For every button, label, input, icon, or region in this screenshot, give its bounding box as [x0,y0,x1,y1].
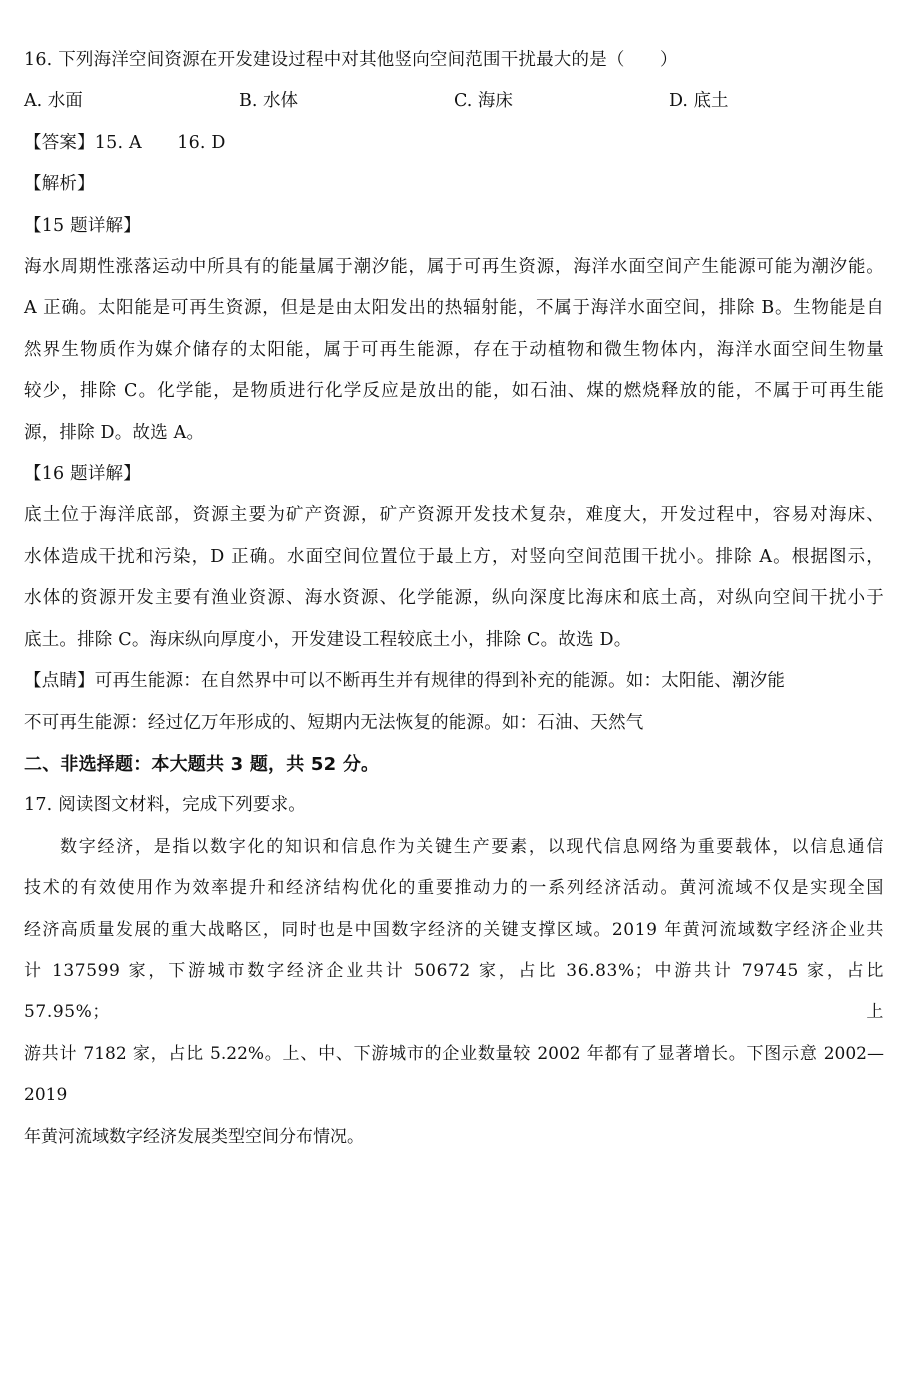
q17-material-line: 数字经济，是指以数字化的知识和信息作为关键生产要素，以现代信息网络为重要载体，以信息通信 [60,836,884,857]
q16-detail-line: 水体造成干扰和污染，D 正确。水面空间位置位于最上方，对竖向空间范围干扰小。排除 A。根据图示， [24,546,884,567]
q16-detail-line: 底土位于海洋底部，资源主要为矿产资源，矿产资源开发技术复杂，难度大，开发过程中，容易对海床、 [24,505,884,526]
option-c: C. 海床 [454,91,513,112]
q17-material-line: 游共计 7182 家，占比 5.22%。上、中、下游城市的企业数量较 2002 年都有了显著增长。下图示意 2002—2019 [24,1043,884,1106]
q17-material-line: 技术的有效使用作为效率提升和经济结构优化的重要推动力的一系列经济活动。黄河流域不仅是实现全国 [24,878,884,899]
section-title: 二、非选择题：本大题共 3 题，共 52 分。 [24,753,380,775]
q16-detail-heading: 【16 题详解】 [24,464,141,485]
q15-detail-heading: 【15 题详解】 [24,215,141,236]
tip-line: 不可再生能源：经过亿万年形成的、短期内无法恢复的能源。如：石油、天然气 [24,712,644,733]
analysis-label: 【解析】 [24,174,95,195]
q15-detail-line: 海水周期性涨落运动中所具有的能量属于潮汐能，属于可再生资源，海洋水面空间产生能源可能为潮汐能。 [24,257,884,278]
question-16-stem: 16. 下列海洋空间资源在开发建设过程中对其他竖向空间范围干扰最大的是（ ） [24,50,678,70]
answer-line: 【答案】15. A 16. D [24,132,226,153]
tip-line: 【点睛】可再生能源：在自然界中可以不断再生并有规律的得到补充的能源。如：太阳能、潮汐能 [24,671,786,692]
question-17-stem: 17. 阅读图文材料，完成下列要求。 [24,795,306,816]
option-b: B. 水体 [239,91,298,112]
q17-material-line: 计 137599 家，下游城市数字经济企业共计 50672 家，占比 36.83%；中游共计 79745 家，占比 57.95%；上 [24,960,884,1023]
document-page [24,40,884,1158]
q15-detail-line: 源，排除 D。故选 A。 [24,422,205,443]
q17-material-line: 年黄河流域数字经济发展类型空间分布情况。 [24,1126,364,1147]
option-a: A. 水面 [24,91,83,112]
question-16-options [24,81,884,122]
q17-material-line: 经济高质量发展的重大战略区，同时也是中国数字经济的关键支撑区域。2019 年黄河流域数字经济企业共 [24,919,884,940]
q15-detail-line: 较少，排除 C。化学能，是物质进行化学反应是放出的能，如石油、煤的燃烧释放的能，不属于可再生能 [24,381,884,402]
option-d: D. 底土 [669,91,729,112]
q15-detail-line: A 正确。太阳能是可再生资源，但是是由太阳发出的热辐射能，不属于海洋水面空间，排除 B。生物能是自 [24,298,884,319]
q15-detail-line: 然界生物质作为媒介储存的太阳能，属于可再生能源，存在于动植物和微生物体内，海洋水面空间生物量 [24,339,884,360]
q16-detail-line: 底土。排除 C。海床纵向厚度小，开发建设工程较底土小，排除 C。故选 D。 [24,629,632,650]
q16-detail-line: 水体的资源开发主要有渔业资源、海水资源、化学能源，纵向深度比海床和底土高，对纵向空间干扰小于 [24,588,884,609]
